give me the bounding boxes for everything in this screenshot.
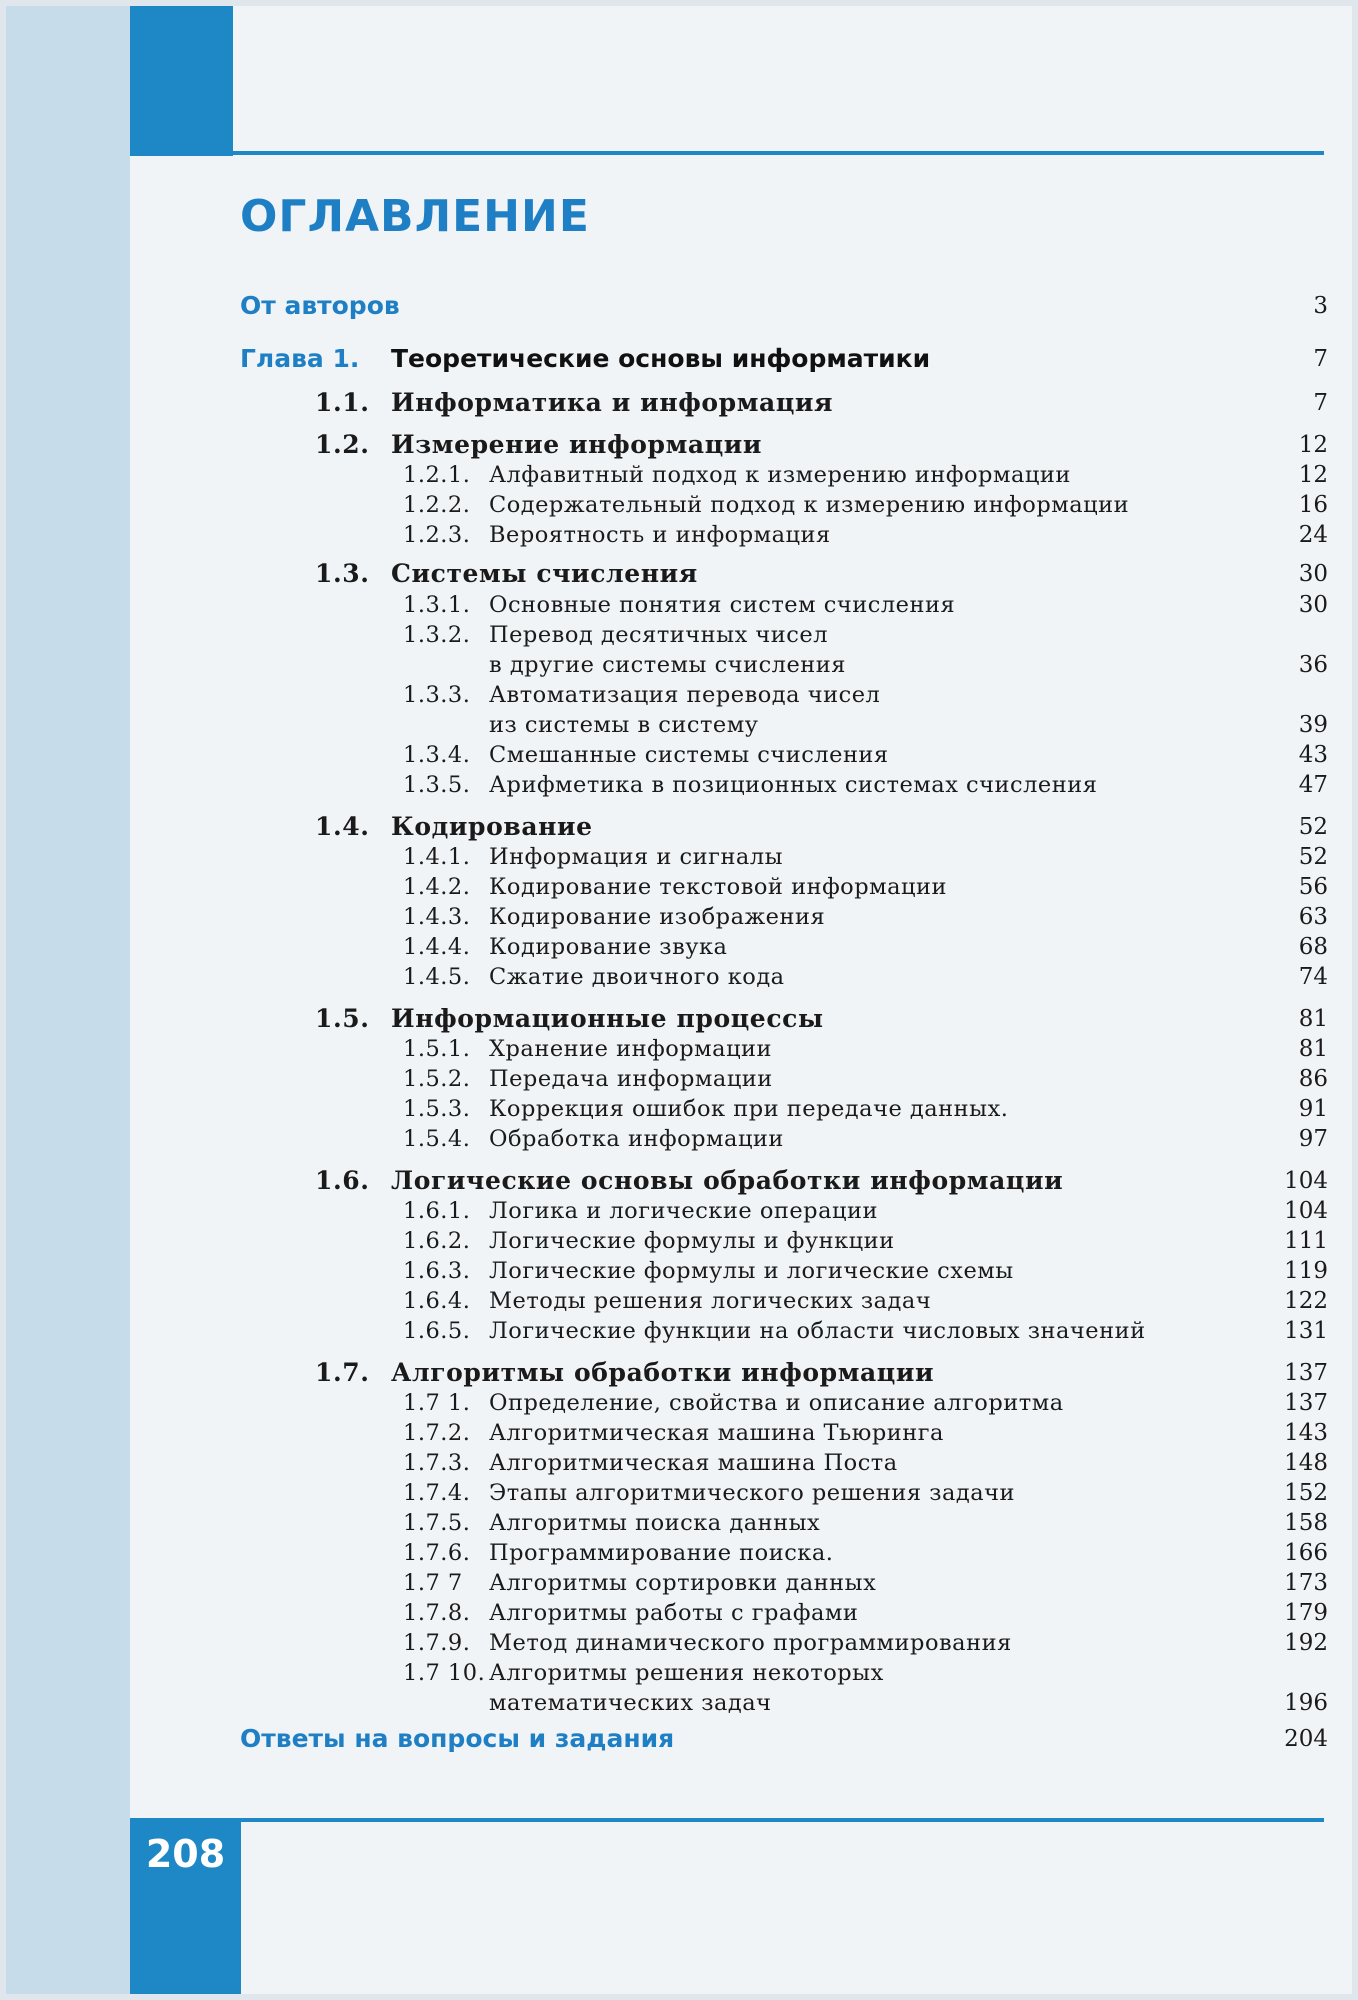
- toc-entry-number: 1.3.1.: [403, 592, 471, 618]
- toc-entry: [6, 1508, 1352, 1538]
- toc-entry-title: Смешанные системы счисления: [489, 742, 889, 768]
- toc-entry-number: 1.7.: [315, 1358, 370, 1387]
- toc-entry: [6, 460, 1352, 490]
- toc-entry-page: 24: [1298, 522, 1328, 548]
- toc-entry-page: 39: [1298, 712, 1328, 738]
- toc-entry-page: 43: [1298, 742, 1328, 768]
- toc-entry: [6, 1004, 1352, 1034]
- toc-entry-page: 119: [1284, 1258, 1328, 1284]
- toc-entry-page: 52: [1298, 814, 1328, 840]
- toc-entry: [6, 1724, 1352, 1754]
- toc-entry-title: математических задач: [489, 1690, 772, 1716]
- toc-entry: [6, 842, 1352, 872]
- toc-entry-number: 1.7 7: [403, 1570, 463, 1596]
- toc-entry: [6, 1358, 1352, 1388]
- toc-entry-title: Программирование поиска.: [489, 1540, 834, 1566]
- toc-entry: [6, 1568, 1352, 1598]
- toc-entry: [6, 680, 1352, 710]
- toc-entry: [6, 1166, 1352, 1196]
- toc-entry: [6, 1316, 1352, 1346]
- toc-entry-page: 137: [1284, 1390, 1328, 1416]
- toc-entry-number: 1.7.8.: [403, 1600, 471, 1626]
- toc-entry-page: 148: [1284, 1450, 1328, 1476]
- toc-entry: [6, 1478, 1352, 1508]
- toc-entry-title: Информация и сигналы: [489, 844, 784, 870]
- toc-entry: [6, 1286, 1352, 1316]
- toc-entry-page: 74: [1298, 964, 1328, 990]
- toc-entry-page: 12: [1298, 432, 1328, 458]
- toc-entry-number: 1.6.2.: [403, 1228, 471, 1254]
- toc-entry-title: Хранение информации: [489, 1036, 773, 1062]
- toc-entry-title: Определение, свойства и описание алгоритма: [489, 1390, 1064, 1416]
- toc-entry-title: Вероятность и информация: [489, 522, 831, 548]
- toc-entry-number: 1.4.2.: [403, 874, 471, 900]
- toc-entry-number: 1.6.4.: [403, 1288, 471, 1314]
- toc-entry-title: Логические формулы и функции: [489, 1228, 895, 1254]
- toc-entry-title: Измерение информации: [391, 430, 763, 459]
- toc-entry: [6, 770, 1352, 800]
- toc-entry-title: Арифметика в позиционных системах счисления: [489, 772, 1098, 798]
- toc-entry-title: От авторов: [240, 291, 400, 320]
- footer-rule: [130, 1818, 1324, 1822]
- toc-entry: [6, 1256, 1352, 1286]
- toc-entry-page: 173: [1284, 1570, 1328, 1596]
- toc-entry-number: 1.3.4.: [403, 742, 471, 768]
- toc-entry-page: 52: [1298, 844, 1328, 870]
- toc-entry-title: Системы счисления: [391, 559, 698, 588]
- toc-entry-number: 1.7.5.: [403, 1510, 471, 1536]
- toc-entry: [6, 1064, 1352, 1094]
- toc-entry-number: 1.4.5.: [403, 964, 471, 990]
- toc-entry: [6, 344, 1352, 374]
- toc-entry-number: 1.6.1.: [403, 1198, 471, 1224]
- toc-entry: [6, 1034, 1352, 1064]
- toc-entry-title: Теоретические основы информатики: [391, 344, 931, 373]
- page-number: 208: [145, 1832, 226, 1876]
- toc-entry-page: 30: [1298, 561, 1328, 587]
- toc-entry-number: 1.3.2.: [403, 622, 471, 648]
- toc-entry: [6, 620, 1352, 650]
- toc-entry: [6, 520, 1352, 550]
- toc-entry-number: 1.3.5.: [403, 772, 471, 798]
- toc-entry-number: 1.4.: [315, 812, 370, 841]
- toc-entry-number: 1.7.9.: [403, 1630, 471, 1656]
- toc-entry-title: Обработка информации: [489, 1126, 784, 1152]
- toc-entry-number: 1.3.3.: [403, 682, 471, 708]
- toc-entry: [6, 872, 1352, 902]
- page-title: ОГЛАВЛЕНИЕ: [240, 191, 590, 242]
- toc-entry-page: 122: [1284, 1288, 1328, 1314]
- toc-entry-page: 143: [1284, 1420, 1328, 1446]
- toc-entry: [6, 962, 1352, 992]
- table-of-contents: [6, 6, 1352, 1994]
- toc-entry-title: Логика и логические операции: [489, 1198, 878, 1224]
- toc-entry-page: 137: [1284, 1360, 1328, 1386]
- toc-entry-title: Логические основы обработки информации: [391, 1166, 1064, 1195]
- toc-entry-title: Автоматизация перевода чисел: [489, 682, 881, 708]
- toc-entry-page: 196: [1284, 1690, 1328, 1716]
- toc-entry: [6, 490, 1352, 520]
- toc-entry-page: 16: [1298, 492, 1328, 518]
- toc-entry-number: 1.5.: [315, 1004, 370, 1033]
- toc-entry-number: 1.2.3.: [403, 522, 471, 548]
- toc-entry-page: 152: [1284, 1480, 1328, 1506]
- toc-entry-title: Информационные процессы: [391, 1004, 824, 1033]
- toc-entry-number: 1.7 1.: [403, 1390, 471, 1416]
- toc-entry: [6, 1124, 1352, 1154]
- toc-entry-page: 158: [1284, 1510, 1328, 1536]
- toc-entry-title: Алгоритмическая машина Тьюринга: [489, 1420, 944, 1446]
- toc-entry-title: Кодирование: [391, 812, 593, 841]
- toc-entry-title: Алгоритмы работы с графами: [489, 1600, 859, 1626]
- toc-entry-number: 1.7.3.: [403, 1450, 471, 1476]
- toc-entry-page: 192: [1284, 1630, 1328, 1656]
- toc-entry: [6, 559, 1352, 589]
- toc-entry-number: 1.7.4.: [403, 1480, 471, 1506]
- toc-entry-title: Этапы алгоритмического решения задачи: [489, 1480, 1016, 1506]
- toc-entry-number: 1.4.3.: [403, 904, 471, 930]
- toc-entry-title: Логические функции на области числовых значений: [489, 1318, 1146, 1344]
- toc-entry-number: 1.2.: [315, 430, 370, 459]
- toc-entry-title: в другие системы счисления: [489, 652, 846, 678]
- toc-entry-page: 7: [1313, 346, 1328, 372]
- toc-entry-page: 97: [1298, 1126, 1328, 1152]
- toc-entry-title: Основные понятия систем счисления: [489, 592, 956, 618]
- toc-entry-title: Алгоритмы обработки информации: [391, 1358, 935, 1387]
- toc-entry-page: 63: [1298, 904, 1328, 930]
- toc-entry-title: Кодирование звука: [489, 934, 728, 960]
- toc-entry-title: Логические формулы и логические схемы: [489, 1258, 1014, 1284]
- toc-entry-title: Содержательный подход к измерению информации: [489, 492, 1130, 518]
- toc-entry-page: 36: [1298, 652, 1328, 678]
- toc-entry-number: 1.2.1.: [403, 462, 471, 488]
- toc-entry-page: 7: [1313, 390, 1328, 416]
- toc-entry-title: Алгоритмы поиска данных: [489, 1510, 821, 1536]
- toc-entry-page: 47: [1298, 772, 1328, 798]
- toc-entry-page: 12: [1298, 462, 1328, 488]
- toc-entry: [6, 1388, 1352, 1418]
- toc-entry-title: Методы решения логических задач: [489, 1288, 932, 1314]
- toc-entry: [6, 1196, 1352, 1226]
- toc-entry-page: 179: [1284, 1600, 1328, 1626]
- toc-entry-number: 1.6.3.: [403, 1258, 471, 1284]
- toc-entry-page: 68: [1298, 934, 1328, 960]
- toc-entry-number: 1.4.1.: [403, 844, 471, 870]
- toc-entry: [6, 1658, 1352, 1688]
- toc-entry-title: Кодирование текстовой информации: [489, 874, 948, 900]
- toc-entry: [6, 650, 1352, 680]
- toc-entry: [6, 291, 1352, 321]
- toc-entry-page: 3: [1313, 293, 1328, 319]
- toc-entry-number: 1.6.5.: [403, 1318, 471, 1344]
- toc-entry: [6, 1538, 1352, 1568]
- toc-entry-page: 91: [1298, 1096, 1328, 1122]
- toc-entry-number: 1.5.3.: [403, 1096, 471, 1122]
- toc-entry-page: 81: [1298, 1036, 1328, 1062]
- toc-entry-page: 111: [1284, 1228, 1328, 1254]
- toc-entry-number: 1.7.6.: [403, 1540, 471, 1566]
- toc-entry-number: 1.7.2.: [403, 1420, 471, 1446]
- toc-entry-page: 104: [1284, 1198, 1328, 1224]
- toc-entry-page: 30: [1298, 592, 1328, 618]
- toc-entry-title: из системы в систему: [489, 712, 759, 738]
- toc-entry-title: Сжатие двоичного кода: [489, 964, 785, 990]
- toc-entry-number: 1.1.: [315, 388, 370, 417]
- document-page: [6, 6, 1352, 1994]
- toc-entry-number: 1.5.2.: [403, 1066, 471, 1092]
- toc-entry: [6, 430, 1352, 460]
- toc-entry-title: Информатика и информация: [391, 388, 834, 417]
- toc-entry-title: Алфавитный подход к измерению информации: [489, 462, 1071, 488]
- toc-entry: [6, 1094, 1352, 1124]
- toc-entry: [6, 1226, 1352, 1256]
- toc-entry-number: Глава 1.: [240, 344, 360, 373]
- toc-entry-title: Метод динамического программирования: [489, 1630, 1012, 1656]
- toc-entry-title: Коррекция ошибок при передаче данных.: [489, 1096, 1009, 1122]
- toc-entry-title: Ответы на вопросы и задания: [240, 1724, 675, 1753]
- toc-entry: [6, 1628, 1352, 1658]
- toc-entry-page: 81: [1298, 1006, 1328, 1032]
- toc-entry-number: 1.6.: [315, 1166, 370, 1195]
- toc-entry-page: 86: [1298, 1066, 1328, 1092]
- toc-entry: [6, 1448, 1352, 1478]
- toc-entry-page: 131: [1284, 1318, 1328, 1344]
- toc-entry-number: 1.2.2.: [403, 492, 471, 518]
- toc-entry-title: Алгоритмическая машина Поста: [489, 1450, 898, 1476]
- toc-entry: [6, 1688, 1352, 1718]
- toc-entry-page: 204: [1284, 1726, 1328, 1752]
- toc-entry: [6, 932, 1352, 962]
- toc-entry-page: 166: [1284, 1540, 1328, 1566]
- toc-entry-number: 1.7 10.: [403, 1660, 486, 1686]
- toc-entry: [6, 388, 1352, 418]
- toc-entry: [6, 710, 1352, 740]
- toc-entry-number: 1.5.1.: [403, 1036, 471, 1062]
- toc-entry: [6, 590, 1352, 620]
- toc-entry-title: Перевод десятичных чисел: [489, 622, 828, 648]
- toc-entry: [6, 740, 1352, 770]
- toc-entry: [6, 1418, 1352, 1448]
- toc-entry: [6, 902, 1352, 932]
- toc-entry: [6, 812, 1352, 842]
- toc-entry-title: Кодирование изображения: [489, 904, 826, 930]
- toc-entry-number: 1.3.: [315, 559, 370, 588]
- toc-entry-number: 1.4.4.: [403, 934, 471, 960]
- toc-entry-title: Алгоритмы сортировки данных: [489, 1570, 877, 1596]
- toc-entry: [6, 1598, 1352, 1628]
- toc-entry-page: 56: [1298, 874, 1328, 900]
- toc-entry-title: Алгоритмы решения некоторых: [489, 1660, 884, 1686]
- toc-entry-page: 104: [1284, 1168, 1328, 1194]
- toc-entry-number: 1.5.4.: [403, 1126, 471, 1152]
- toc-entry-title: Передача информации: [489, 1066, 773, 1092]
